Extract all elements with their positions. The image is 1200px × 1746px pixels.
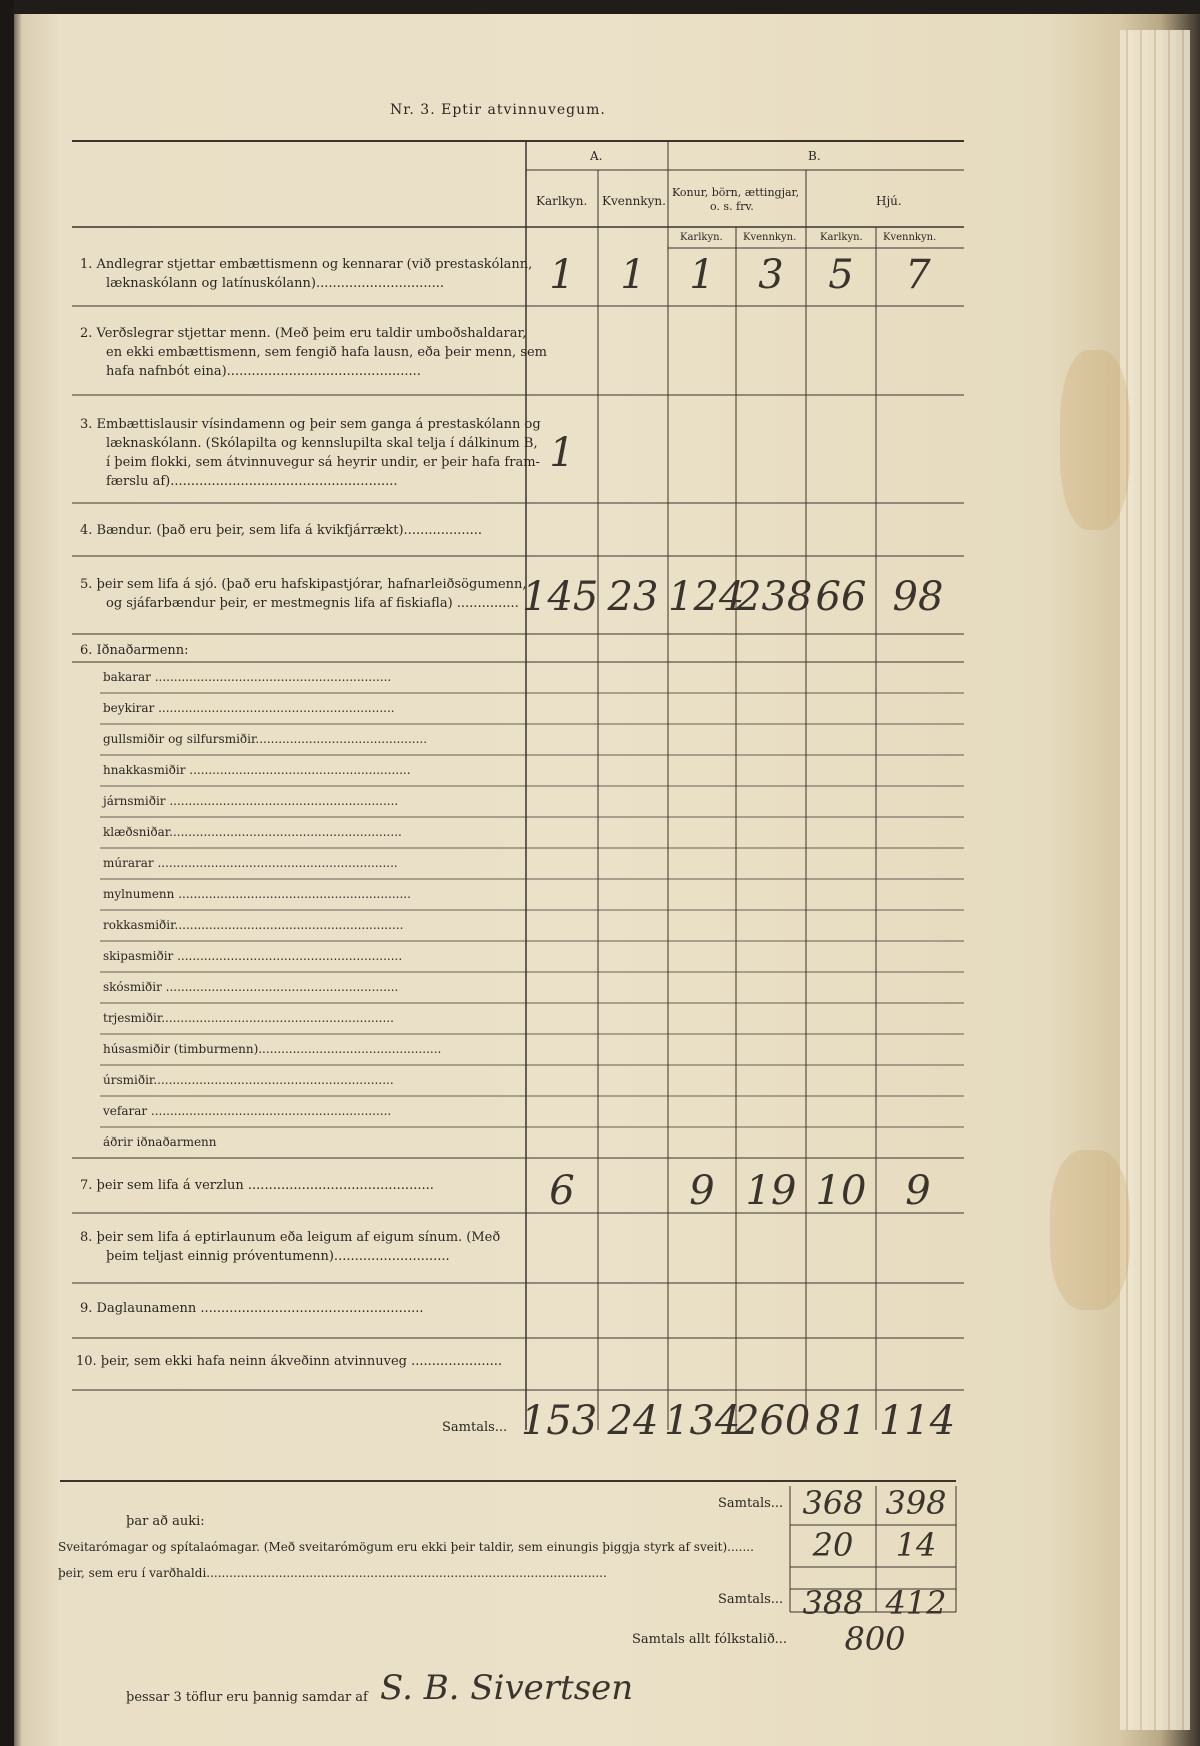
header-kvennkyn: Kvennkyn.: [602, 194, 666, 208]
trade-skosmidir: skósmiðir .............................................................: [103, 980, 399, 994]
summary-allt-label: Samtals allt fólkstalið...: [632, 1632, 787, 1647]
row-1-label-2: læknaskólann og latínuskólann)...............................: [106, 276, 445, 291]
page-title: Nr. 3. Eptir atvinnuvegum.: [390, 102, 606, 118]
value-r7-b2-kvennkyn: 9: [905, 1168, 931, 1214]
row-7-label: 7. þeir sem lifa á verzlun .............................................: [80, 1178, 434, 1193]
row-10-label: 10. þeir, sem ekki hafa neinn ákveðinn atvinnuveg ......................: [76, 1354, 503, 1369]
subheader-karlkyn-1: Karlkyn.: [680, 232, 723, 243]
summary-sveit-karlkyn: 20: [812, 1526, 854, 1564]
trade-klaedsnidar: klæðsniðar.............................................................: [103, 825, 402, 839]
header-konur-line2: o. s. frv.: [710, 200, 754, 213]
value-total-b1-kvennkyn: 260: [734, 1398, 811, 1444]
trade-mylnumenn: mylnumenn .............................................................: [103, 887, 411, 901]
subheader-kvennkyn-2: Kvennkyn.: [883, 232, 937, 243]
row-3-label: 3. Embættislausir vísindamenn og þeir sem ganga á prestaskólann og: [80, 417, 541, 432]
header-hju: Hjú.: [876, 194, 902, 208]
row-2-label-2: en ekki embættismenn, sem fengið hafa lausn, eða þeir menn, sem: [106, 345, 547, 360]
value-total-a-kvennkyn: 24: [607, 1398, 659, 1444]
row-4-label: 4. Bændur. (það eru þeir, sem lifa á kvikfjárrækt)...................: [80, 523, 483, 538]
trade-vefarar: vefarar ...............................................................: [103, 1104, 392, 1118]
trade-murarar: múrarar ...............................................................: [103, 856, 398, 870]
row-8-label: 8. þeir sem lifa á eptirlaunum eða leigum af eigum sínum. (Með: [80, 1230, 501, 1245]
trade-rokkasmidir: rokkasmiðir............................................................: [103, 918, 404, 932]
value-total-b2-karlkyn: 81: [815, 1398, 867, 1444]
trade-bakarar: bakarar ..............................................................: [103, 670, 392, 684]
row-9-label: 9. Daglaunamenn ......................................................: [80, 1301, 424, 1316]
subheader-kvennkyn-1: Kvennkyn.: [743, 232, 797, 243]
value-total-b1-karlkyn: 134: [664, 1398, 741, 1444]
trade-beykirar: beykirar ..............................................................: [103, 701, 395, 715]
trade-hnakkasmidir: hnakkasmiðir ..........................................................: [103, 763, 411, 777]
summary-samtals2-karlkyn: 388: [802, 1584, 864, 1622]
total-row-label: Samtals...: [442, 1420, 508, 1435]
row-1-label: 1. Andlegrar stjettar embættismenn og kennarar (við prestaskólann,: [80, 257, 533, 272]
row-6-label: 6. Iðnaðarmenn:: [80, 643, 189, 658]
row-8-label-2: þeim teljast einnig próventumenn)............................: [106, 1249, 450, 1264]
header-group-a: A.: [590, 149, 603, 163]
summary-samtals2-label: Samtals...: [718, 1592, 784, 1607]
row-5-label-2: og sjáfarbændur þeir, er mestmegnis lifa af fiskiafla) ...............: [106, 596, 519, 611]
value-r7-b1-kvennkyn: 19: [745, 1168, 797, 1214]
trade-husasmidir: húsasmiðir (timburmenn)................................................: [103, 1042, 442, 1056]
value-r5-a-karlkyn: 145: [522, 574, 599, 620]
trade-trjesmidir: trjesmiðir.............................................................: [103, 1011, 394, 1025]
trade-jarnsmidir: járnsmiðir ............................................................: [103, 794, 399, 808]
value-r1-a-kvennkyn: 1: [620, 252, 646, 298]
summary-samtals-label: Samtals...: [718, 1496, 784, 1511]
summary-samtals-kvennkyn: 398: [885, 1484, 947, 1522]
header-group-b: B.: [808, 149, 821, 163]
row-3-label-4: færslu af).......................................................: [106, 474, 398, 489]
trade-gullsmidir: gullsmiðir og silfursmiðir.............................................: [103, 732, 428, 746]
value-r5-b2-karlkyn: 66: [815, 574, 867, 620]
row-2-label-3: hafa nafnbót eina)...............................................: [106, 364, 421, 379]
summary-samtals2-kvennkyn: 412: [885, 1584, 947, 1622]
summary-thar-ad-auki: þar að auki:: [126, 1514, 205, 1529]
row-2-label: 2. Verðslegrar stjettar menn. (Með þeim eru taldir umboðshaldarar,: [80, 326, 527, 341]
row-3-label-2: læknaskólann. (Skólapilta og kennslupilta skal telja í dálkinum B,: [106, 436, 538, 451]
value-r1-b1-kvennkyn: 3: [758, 252, 784, 298]
summary-sveit-kvennkyn: 14: [895, 1526, 937, 1564]
value-r1-b2-kvennkyn: 7: [905, 252, 931, 298]
summary-sveit-label: Sveitarómagar og spítalaómagar. (Með sveitarómögum eru ekki þeir taldir, sem einungis þiggja styrk af sveit).......: [58, 1540, 754, 1554]
trade-adrir: áðrir iðnaðarmenn: [103, 1135, 217, 1149]
row-3-label-3: í þeim flokki, sem átvinnuvegur sá heyrir undir, er þeir hafa fram-: [106, 455, 540, 470]
trade-ursmidir: úrsmiðir...............................................................: [103, 1073, 394, 1087]
value-r1-b1-karlkyn: 1: [689, 252, 715, 298]
header-karlkyn: Karlkyn.: [536, 194, 588, 208]
summary-samtals-karlkyn: 368: [802, 1484, 864, 1522]
value-total-b2-kvennkyn: 114: [878, 1398, 956, 1444]
subheader-karlkyn-2: Karlkyn.: [820, 232, 863, 243]
header-konur-line1: Konur, börn, ættingjar,: [672, 186, 800, 199]
row-5-label: 5. þeir sem lifa á sjó. (það eru hafskipastjórar, hafnarleiðsögumenn,: [80, 577, 527, 592]
value-r7-b1-karlkyn: 9: [689, 1168, 715, 1214]
summary-vardhaldi-label: þeir, sem eru í varðhaldi.........................................................................................................: [58, 1566, 607, 1580]
value-r7-a-karlkyn: 6: [549, 1168, 575, 1214]
footer-label: þessar 3 töflur eru þannig samdar af: [126, 1690, 368, 1705]
value-r5-b1-kvennkyn: 238: [736, 574, 813, 620]
value-r5-b1-karlkyn: 124: [668, 574, 745, 620]
value-r1-b2-karlkyn: 5: [828, 252, 854, 298]
trade-skipasmidir: skipasmiðir ...........................................................: [103, 949, 403, 963]
summary-allt-value: 800: [844, 1620, 906, 1658]
value-r3-a-karlkyn: 1: [549, 430, 575, 476]
value-total-a-karlkyn: 153: [520, 1398, 598, 1444]
value-r1-a-karlkyn: 1: [549, 252, 575, 298]
signature: S. B. Sivertsen: [380, 1668, 634, 1708]
value-r5-b2-kvennkyn: 98: [892, 574, 944, 620]
value-r5-a-kvennkyn: 23: [607, 574, 659, 620]
value-r7-b2-karlkyn: 10: [815, 1168, 867, 1214]
